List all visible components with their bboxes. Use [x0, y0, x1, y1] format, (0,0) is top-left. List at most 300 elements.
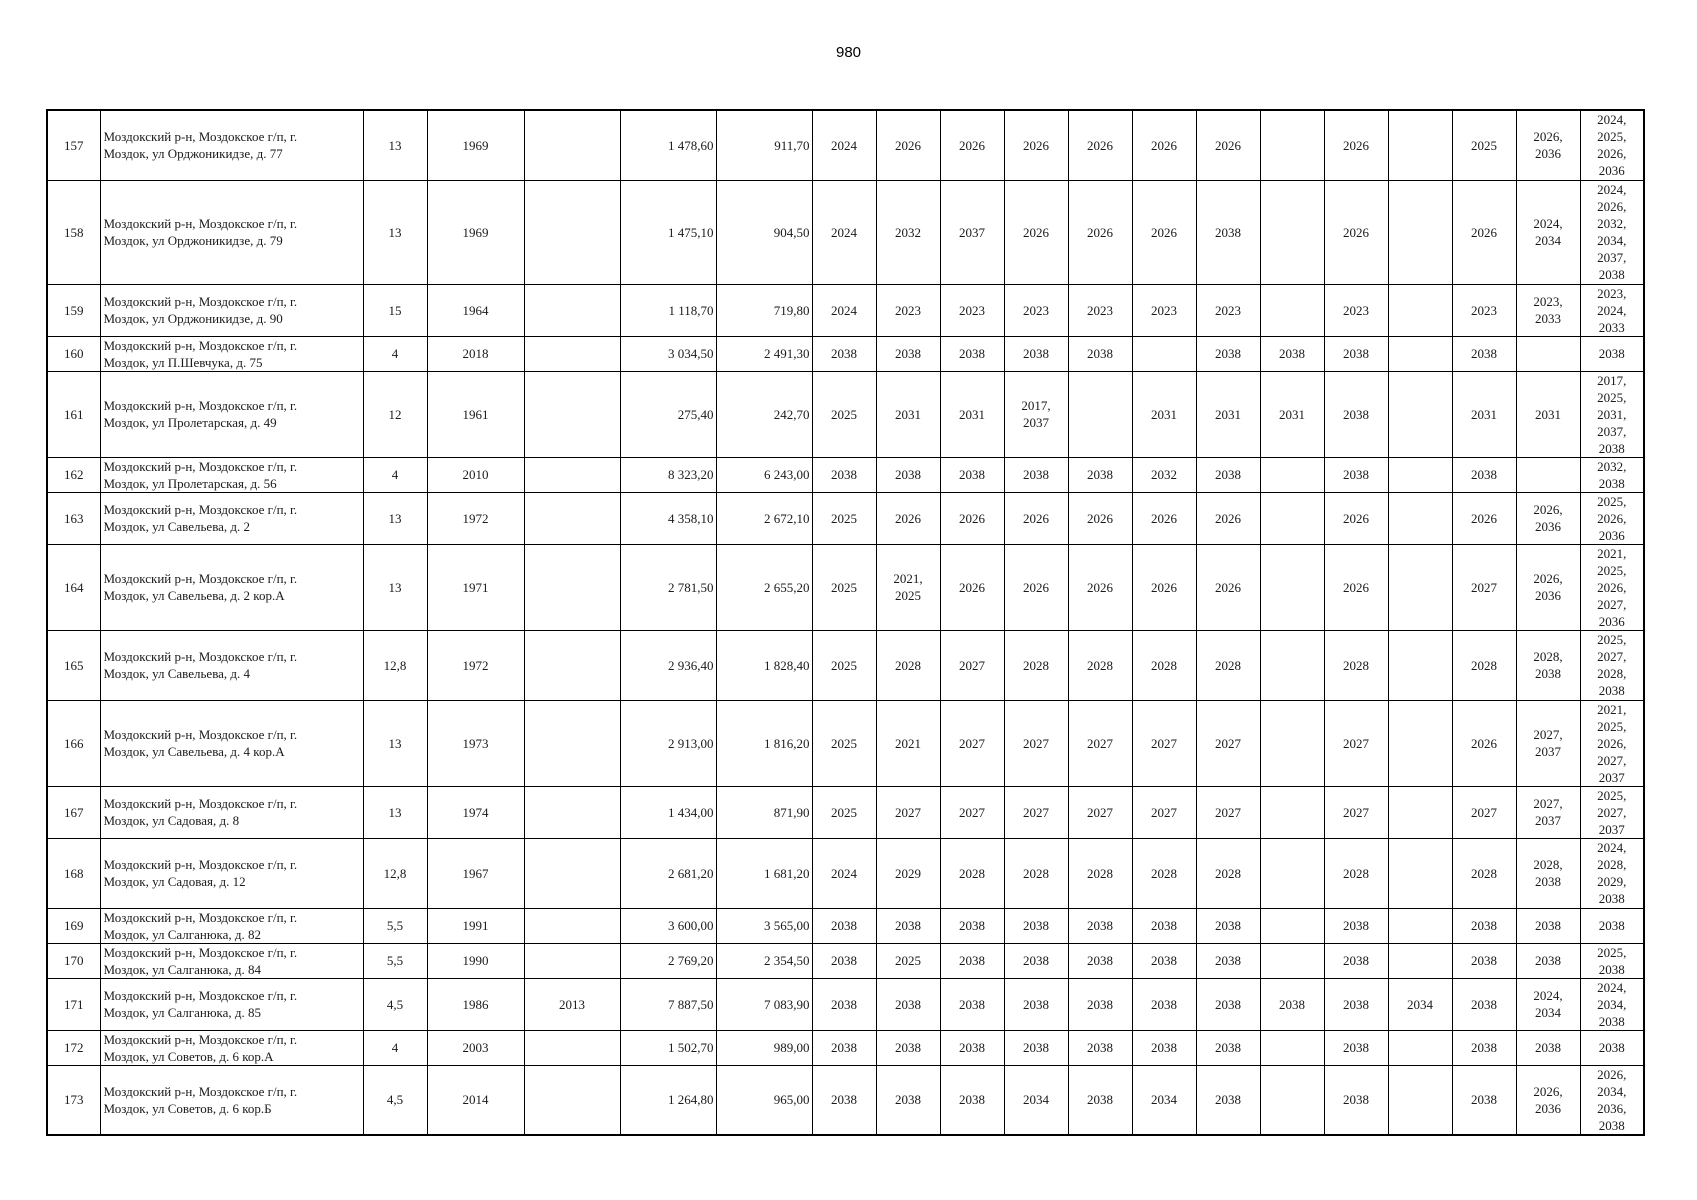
- cell-year-col-13: 2025, 2027, 2037: [1580, 786, 1644, 838]
- cell-year-col-8: 2038: [1260, 978, 1324, 1030]
- cell-year-col-5: 2026: [1068, 492, 1132, 544]
- cell-floors: 15: [363, 284, 427, 336]
- cell-year-col-2: 2038: [876, 908, 940, 943]
- cell-year-col-12: 2024, 2034: [1516, 978, 1580, 1030]
- cell-year-reconstructed: [524, 371, 620, 457]
- cell-year-col-3: 2038: [940, 908, 1004, 943]
- cell-year-col-6: 2028: [1132, 630, 1196, 700]
- cell-year-col-11: 2026: [1452, 700, 1516, 786]
- cell-year-col-7: 2026: [1196, 544, 1260, 630]
- cell-year-col-2: 2029: [876, 838, 940, 908]
- cell-living-area: 1 816,20: [716, 700, 812, 786]
- cell-year-col-7: 2027: [1196, 700, 1260, 786]
- cell-address: Моздокский р-н, Моздокское г/п, г. Моздок, ул Савельева, д. 2: [100, 492, 363, 544]
- cell-year-col-6: [1132, 336, 1196, 371]
- cell-living-area: 989,00: [716, 1030, 812, 1065]
- cell-living-area: 242,70: [716, 371, 812, 457]
- cell-year-col-9: 2027: [1324, 786, 1388, 838]
- cell-floors: 13: [363, 180, 427, 284]
- cell-floors: 13: [363, 544, 427, 630]
- cell-total-area: 8 323,20: [620, 457, 716, 492]
- cell-year-col-5: 2038: [1068, 978, 1132, 1030]
- cell-row-number: 172: [47, 1030, 100, 1065]
- cell-year-reconstructed: [524, 284, 620, 336]
- cell-row-number: 158: [47, 180, 100, 284]
- cell-year-col-2: 2021: [876, 700, 940, 786]
- cell-total-area: 1 118,70: [620, 284, 716, 336]
- cell-year-col-5: 2028: [1068, 630, 1132, 700]
- cell-year-col-13: 2032, 2038: [1580, 457, 1644, 492]
- cell-year-col-7: 2028: [1196, 630, 1260, 700]
- cell-year-col-1: 2024: [812, 110, 876, 180]
- cell-floors: 4: [363, 336, 427, 371]
- cell-year-col-3: 2038: [940, 1030, 1004, 1065]
- cell-year-col-9: 2038: [1324, 943, 1388, 978]
- cell-year-reconstructed: [524, 544, 620, 630]
- cell-year-built: 1967: [427, 838, 524, 908]
- table-row: [47, 943, 1644, 978]
- cell-year-col-11: 2028: [1452, 630, 1516, 700]
- cell-floors: 12: [363, 371, 427, 457]
- cell-year-col-13: 2021, 2025, 2026, 2027, 2037: [1580, 700, 1644, 786]
- cell-year-col-10: [1388, 457, 1452, 492]
- cell-year-col-11: 2038: [1452, 908, 1516, 943]
- cell-year-col-6: 2038: [1132, 943, 1196, 978]
- cell-year-built: 2003: [427, 1030, 524, 1065]
- cell-living-area: 2 672,10: [716, 492, 812, 544]
- cell-year-col-10: [1388, 943, 1452, 978]
- cell-address: Моздокский р-н, Моздокское г/п, г. Моздок, ул Садовая, д. 12: [100, 838, 363, 908]
- cell-address: Моздокский р-н, Моздокское г/п, г. Моздок, ул Савельева, д. 4: [100, 630, 363, 700]
- table-row: [47, 908, 1644, 943]
- cell-year-col-8: [1260, 838, 1324, 908]
- cell-year-col-12: [1516, 457, 1580, 492]
- cell-year-col-3: 2026: [940, 110, 1004, 180]
- cell-year-built: 1964: [427, 284, 524, 336]
- cell-year-col-5: 2026: [1068, 180, 1132, 284]
- cell-total-area: 2 769,20: [620, 943, 716, 978]
- cell-total-area: 275,40: [620, 371, 716, 457]
- table-row: [47, 786, 1644, 838]
- cell-total-area: 1 264,80: [620, 1065, 716, 1135]
- cell-total-area: 1 475,10: [620, 180, 716, 284]
- cell-year-col-2: 2027: [876, 786, 940, 838]
- cell-address: Моздокский р-н, Моздокское г/п, г. Моздок, ул Салганюка, д. 85: [100, 978, 363, 1030]
- table-row: [47, 336, 1644, 371]
- cell-year-col-4: 2027: [1004, 786, 1068, 838]
- cell-year-col-8: [1260, 544, 1324, 630]
- cell-year-col-2: 2038: [876, 1030, 940, 1065]
- cell-year-col-5: 2038: [1068, 1065, 1132, 1135]
- cell-year-col-8: [1260, 180, 1324, 284]
- cell-year-col-11: 2031: [1452, 371, 1516, 457]
- cell-year-col-13: 2024, 2034, 2038: [1580, 978, 1644, 1030]
- cell-year-col-5: 2026: [1068, 544, 1132, 630]
- cell-year-col-3: 2023: [940, 284, 1004, 336]
- cell-year-col-13: 2038: [1580, 1030, 1644, 1065]
- cell-year-col-6: 2038: [1132, 978, 1196, 1030]
- cell-row-number: 165: [47, 630, 100, 700]
- cell-year-col-9: 2026: [1324, 544, 1388, 630]
- cell-year-col-5: 2027: [1068, 786, 1132, 838]
- cell-year-col-7: 2023: [1196, 284, 1260, 336]
- cell-row-number: 170: [47, 943, 100, 978]
- cell-year-col-7: 2038: [1196, 336, 1260, 371]
- cell-year-col-1: 2024: [812, 284, 876, 336]
- cell-year-col-3: 2031: [940, 371, 1004, 457]
- cell-living-area: 871,90: [716, 786, 812, 838]
- cell-year-col-4: 2028: [1004, 630, 1068, 700]
- cell-year-col-12: 2027, 2037: [1516, 786, 1580, 838]
- cell-year-col-12: 2023, 2033: [1516, 284, 1580, 336]
- cell-year-col-5: 2038: [1068, 457, 1132, 492]
- cell-year-col-3: 2038: [940, 457, 1004, 492]
- cell-year-col-4: 2023: [1004, 284, 1068, 336]
- cell-floors: 4,5: [363, 1065, 427, 1135]
- cell-floors: 4: [363, 1030, 427, 1065]
- building-repair-table: [46, 109, 1645, 1136]
- cell-year-built: 1990: [427, 943, 524, 978]
- table-row: [47, 838, 1644, 908]
- cell-year-col-6: 2023: [1132, 284, 1196, 336]
- cell-year-col-9: 2038: [1324, 1030, 1388, 1065]
- cell-total-area: 2 781,50: [620, 544, 716, 630]
- cell-year-col-1: 2025: [812, 700, 876, 786]
- cell-year-col-13: 2024, 2028, 2029, 2038: [1580, 838, 1644, 908]
- cell-year-col-12: 2038: [1516, 1030, 1580, 1065]
- cell-year-col-9: 2028: [1324, 838, 1388, 908]
- cell-year-col-9: 2038: [1324, 1065, 1388, 1135]
- cell-year-col-1: 2038: [812, 943, 876, 978]
- cell-living-area: 2 354,50: [716, 943, 812, 978]
- cell-year-col-6: 2026: [1132, 544, 1196, 630]
- cell-year-col-11: 2027: [1452, 786, 1516, 838]
- cell-year-col-13: 2021, 2025, 2026, 2027, 2036: [1580, 544, 1644, 630]
- cell-year-col-13: 2038: [1580, 908, 1644, 943]
- cell-year-col-1: 2038: [812, 1030, 876, 1065]
- cell-year-col-1: 2025: [812, 371, 876, 457]
- cell-total-area: 3 600,00: [620, 908, 716, 943]
- cell-year-col-8: 2031: [1260, 371, 1324, 457]
- cell-floors: 12,8: [363, 838, 427, 908]
- cell-year-reconstructed: 2013: [524, 978, 620, 1030]
- cell-year-col-2: 2031: [876, 371, 940, 457]
- cell-year-col-9: 2023: [1324, 284, 1388, 336]
- cell-floors: 13: [363, 492, 427, 544]
- cell-year-col-2: 2038: [876, 457, 940, 492]
- cell-year-col-4: 2034: [1004, 1065, 1068, 1135]
- cell-year-col-11: 2027: [1452, 544, 1516, 630]
- cell-year-col-3: 2038: [940, 1065, 1004, 1135]
- cell-year-col-7: 2038: [1196, 908, 1260, 943]
- table-row: [47, 1030, 1644, 1065]
- cell-year-col-1: 2038: [812, 908, 876, 943]
- table-row: [47, 110, 1644, 180]
- cell-year-built: 1969: [427, 110, 524, 180]
- cell-year-col-4: 2038: [1004, 908, 1068, 943]
- cell-row-number: 160: [47, 336, 100, 371]
- cell-living-area: 965,00: [716, 1065, 812, 1135]
- cell-year-col-5: 2038: [1068, 1030, 1132, 1065]
- cell-year-col-12: 2038: [1516, 908, 1580, 943]
- cell-address: Моздокский р-н, Моздокское г/п, г. Моздок, ул Орджоникидзе, д. 79: [100, 180, 363, 284]
- cell-year-col-12: 2024, 2034: [1516, 180, 1580, 284]
- cell-year-col-10: [1388, 284, 1452, 336]
- cell-year-built: 1972: [427, 630, 524, 700]
- cell-year-col-2: 2038: [876, 978, 940, 1030]
- cell-year-reconstructed: [524, 700, 620, 786]
- cell-year-col-10: [1388, 180, 1452, 284]
- cell-year-col-11: 2026: [1452, 492, 1516, 544]
- cell-address: Моздокский р-н, Моздокское г/п, г. Моздок, ул Салганюка, д. 82: [100, 908, 363, 943]
- cell-address: Моздокский р-н, Моздокское г/п, г. Моздок, ул Савельева, д. 4 кор.А: [100, 700, 363, 786]
- cell-row-number: 169: [47, 908, 100, 943]
- cell-year-col-7: 2038: [1196, 457, 1260, 492]
- cell-year-col-5: 2023: [1068, 284, 1132, 336]
- cell-year-col-12: 2038: [1516, 943, 1580, 978]
- cell-year-col-10: [1388, 908, 1452, 943]
- cell-year-col-12: 2031: [1516, 371, 1580, 457]
- cell-year-col-5: 2028: [1068, 838, 1132, 908]
- cell-year-col-9: 2027: [1324, 700, 1388, 786]
- cell-row-number: 168: [47, 838, 100, 908]
- cell-year-col-6: 2034: [1132, 1065, 1196, 1135]
- cell-year-col-5: 2027: [1068, 700, 1132, 786]
- cell-year-built: 1971: [427, 544, 524, 630]
- cell-year-reconstructed: [524, 492, 620, 544]
- cell-year-col-3: 2038: [940, 943, 1004, 978]
- cell-year-col-11: 2038: [1452, 457, 1516, 492]
- cell-year-reconstructed: [524, 630, 620, 700]
- cell-year-col-1: 2025: [812, 492, 876, 544]
- page-number: 980: [835, 44, 862, 61]
- cell-year-col-10: [1388, 492, 1452, 544]
- cell-year-col-13: 2025, 2026, 2036: [1580, 492, 1644, 544]
- cell-year-reconstructed: [524, 786, 620, 838]
- cell-year-col-2: 2023: [876, 284, 940, 336]
- cell-year-col-7: 2038: [1196, 943, 1260, 978]
- cell-year-col-12: 2026, 2036: [1516, 544, 1580, 630]
- cell-year-built: 1991: [427, 908, 524, 943]
- cell-year-col-10: [1388, 1030, 1452, 1065]
- cell-year-col-4: 2028: [1004, 838, 1068, 908]
- cell-address: Моздокский р-н, Моздокское г/п, г. Моздок, ул Советов, д. 6 кор.А: [100, 1030, 363, 1065]
- cell-year-col-9: 2026: [1324, 492, 1388, 544]
- cell-year-col-6: 2026: [1132, 180, 1196, 284]
- cell-year-built: 1969: [427, 180, 524, 284]
- cell-year-col-8: [1260, 700, 1324, 786]
- cell-total-area: 1 478,60: [620, 110, 716, 180]
- cell-row-number: 173: [47, 1065, 100, 1135]
- cell-year-col-10: [1388, 700, 1452, 786]
- cell-year-col-4: 2038: [1004, 1030, 1068, 1065]
- cell-year-col-10: [1388, 336, 1452, 371]
- cell-year-col-13: 2026, 2034, 2036, 2038: [1580, 1065, 1644, 1135]
- cell-year-built: 1986: [427, 978, 524, 1030]
- cell-address: Моздокский р-н, Моздокское г/п, г. Моздок, ул Пролетарская, д. 49: [100, 371, 363, 457]
- cell-floors: 4,5: [363, 978, 427, 1030]
- table-row: [47, 180, 1644, 284]
- cell-floors: 5,5: [363, 943, 427, 978]
- cell-year-col-5: 2038: [1068, 943, 1132, 978]
- table-row: [47, 371, 1644, 457]
- cell-address: Моздокский р-н, Моздокское г/п, г. Моздок, ул Советов, д. 6 кор.Б: [100, 1065, 363, 1135]
- cell-total-area: 7 887,50: [620, 978, 716, 1030]
- cell-year-col-1: 2025: [812, 630, 876, 700]
- cell-living-area: 904,50: [716, 180, 812, 284]
- cell-living-area: 2 491,30: [716, 336, 812, 371]
- cell-year-reconstructed: [524, 180, 620, 284]
- table-row: [47, 457, 1644, 492]
- cell-year-col-9: 2028: [1324, 630, 1388, 700]
- cell-year-col-8: [1260, 110, 1324, 180]
- cell-year-col-13: 2025, 2027, 2028, 2038: [1580, 630, 1644, 700]
- cell-year-col-9: 2026: [1324, 180, 1388, 284]
- cell-year-col-1: 2025: [812, 544, 876, 630]
- cell-year-col-4: 2038: [1004, 978, 1068, 1030]
- cell-year-built: 1974: [427, 786, 524, 838]
- cell-year-col-7: 2027: [1196, 786, 1260, 838]
- cell-year-reconstructed: [524, 908, 620, 943]
- cell-year-built: 1961: [427, 371, 524, 457]
- cell-year-built: 2010: [427, 457, 524, 492]
- cell-year-col-10: [1388, 838, 1452, 908]
- cell-year-col-3: 2028: [940, 838, 1004, 908]
- cell-row-number: 171: [47, 978, 100, 1030]
- cell-year-col-12: 2026, 2036: [1516, 492, 1580, 544]
- cell-floors: 13: [363, 110, 427, 180]
- cell-total-area: 3 034,50: [620, 336, 716, 371]
- cell-address: Моздокский р-н, Моздокское г/п, г. Моздок, ул П.Шевчука, д. 75: [100, 336, 363, 371]
- cell-year-col-4: 2027: [1004, 700, 1068, 786]
- cell-year-built: 1973: [427, 700, 524, 786]
- cell-year-col-10: 2034: [1388, 978, 1452, 1030]
- cell-year-col-4: 2026: [1004, 180, 1068, 284]
- cell-year-col-6: 2026: [1132, 492, 1196, 544]
- cell-total-area: 2 681,20: [620, 838, 716, 908]
- cell-year-col-4: 2038: [1004, 336, 1068, 371]
- cell-year-col-13: 2025, 2038: [1580, 943, 1644, 978]
- cell-year-col-6: 2026: [1132, 110, 1196, 180]
- cell-year-col-2: 2025: [876, 943, 940, 978]
- cell-year-col-4: 2026: [1004, 492, 1068, 544]
- cell-floors: 13: [363, 786, 427, 838]
- cell-total-area: 1 434,00: [620, 786, 716, 838]
- cell-row-number: 162: [47, 457, 100, 492]
- cell-year-col-7: 2038: [1196, 1030, 1260, 1065]
- cell-year-reconstructed: [524, 336, 620, 371]
- cell-year-col-8: 2038: [1260, 336, 1324, 371]
- cell-year-col-11: 2026: [1452, 180, 1516, 284]
- cell-year-col-4: 2038: [1004, 943, 1068, 978]
- cell-living-area: 2 655,20: [716, 544, 812, 630]
- cell-year-built: 2018: [427, 336, 524, 371]
- cell-year-col-7: 2031: [1196, 371, 1260, 457]
- cell-year-reconstructed: [524, 838, 620, 908]
- cell-year-col-2: 2038: [876, 1065, 940, 1135]
- cell-address: Моздокский р-н, Моздокское г/п, г. Моздок, ул Пролетарская, д. 56: [100, 457, 363, 492]
- cell-year-col-1: 2024: [812, 838, 876, 908]
- cell-row-number: 159: [47, 284, 100, 336]
- cell-year-col-3: 2027: [940, 700, 1004, 786]
- cell-year-col-11: 2038: [1452, 943, 1516, 978]
- cell-year-reconstructed: [524, 1030, 620, 1065]
- cell-row-number: 157: [47, 110, 100, 180]
- cell-year-col-10: [1388, 544, 1452, 630]
- cell-year-col-3: 2026: [940, 544, 1004, 630]
- cell-address: Моздокский р-н, Моздокское г/п, г. Моздок, ул Салганюка, д. 84: [100, 943, 363, 978]
- cell-year-col-8: [1260, 908, 1324, 943]
- cell-year-col-6: 2032: [1132, 457, 1196, 492]
- cell-year-col-11: 2038: [1452, 978, 1516, 1030]
- cell-year-col-11: 2038: [1452, 1030, 1516, 1065]
- cell-total-area: 2 913,00: [620, 700, 716, 786]
- cell-year-col-9: 2038: [1324, 336, 1388, 371]
- cell-year-built: 1972: [427, 492, 524, 544]
- cell-year-reconstructed: [524, 943, 620, 978]
- cell-year-col-1: 2038: [812, 457, 876, 492]
- table-row: [47, 1065, 1644, 1135]
- cell-year-col-6: 2038: [1132, 1030, 1196, 1065]
- cell-year-col-3: 2027: [940, 630, 1004, 700]
- cell-year-col-10: [1388, 630, 1452, 700]
- cell-floors: 12,8: [363, 630, 427, 700]
- cell-year-col-7: 2038: [1196, 1065, 1260, 1135]
- cell-year-col-4: 2026: [1004, 110, 1068, 180]
- cell-year-col-5: [1068, 371, 1132, 457]
- cell-year-col-8: [1260, 457, 1324, 492]
- cell-year-col-2: 2038: [876, 336, 940, 371]
- cell-year-col-1: 2038: [812, 336, 876, 371]
- cell-year-col-13: 2038: [1580, 336, 1644, 371]
- cell-year-col-11: 2038: [1452, 1065, 1516, 1135]
- cell-year-col-4: 2038: [1004, 457, 1068, 492]
- cell-year-col-3: 2038: [940, 336, 1004, 371]
- cell-year-col-6: 2031: [1132, 371, 1196, 457]
- cell-year-col-13: 2024, 2025, 2026, 2036: [1580, 110, 1644, 180]
- cell-year-col-5: 2038: [1068, 336, 1132, 371]
- cell-year-col-8: [1260, 630, 1324, 700]
- cell-living-area: 3 565,00: [716, 908, 812, 943]
- cell-year-col-12: 2026, 2036: [1516, 1065, 1580, 1135]
- cell-year-col-1: 2038: [812, 978, 876, 1030]
- cell-year-col-6: 2028: [1132, 838, 1196, 908]
- cell-floors: 5,5: [363, 908, 427, 943]
- cell-year-col-7: 2028: [1196, 838, 1260, 908]
- cell-year-col-9: 2038: [1324, 457, 1388, 492]
- cell-living-area: 719,80: [716, 284, 812, 336]
- cell-year-col-11: 2025: [1452, 110, 1516, 180]
- cell-year-col-8: [1260, 786, 1324, 838]
- cell-row-number: 164: [47, 544, 100, 630]
- cell-year-col-10: [1388, 786, 1452, 838]
- cell-row-number: 161: [47, 371, 100, 457]
- cell-year-reconstructed: [524, 1065, 620, 1135]
- cell-year-col-8: [1260, 943, 1324, 978]
- cell-year-col-5: 2026: [1068, 110, 1132, 180]
- cell-year-col-9: 2038: [1324, 908, 1388, 943]
- cell-living-area: 7 083,90: [716, 978, 812, 1030]
- cell-year-reconstructed: [524, 110, 620, 180]
- cell-address: Моздокский р-н, Моздокское г/п, г. Моздок, ул Орджоникидзе, д. 90: [100, 284, 363, 336]
- cell-total-area: 1 502,70: [620, 1030, 716, 1065]
- cell-year-reconstructed: [524, 457, 620, 492]
- cell-year-col-2: 2032: [876, 180, 940, 284]
- cell-year-col-4: 2017, 2037: [1004, 371, 1068, 457]
- cell-year-col-2: 2021, 2025: [876, 544, 940, 630]
- table-row: [47, 630, 1644, 700]
- cell-year-col-8: [1260, 1030, 1324, 1065]
